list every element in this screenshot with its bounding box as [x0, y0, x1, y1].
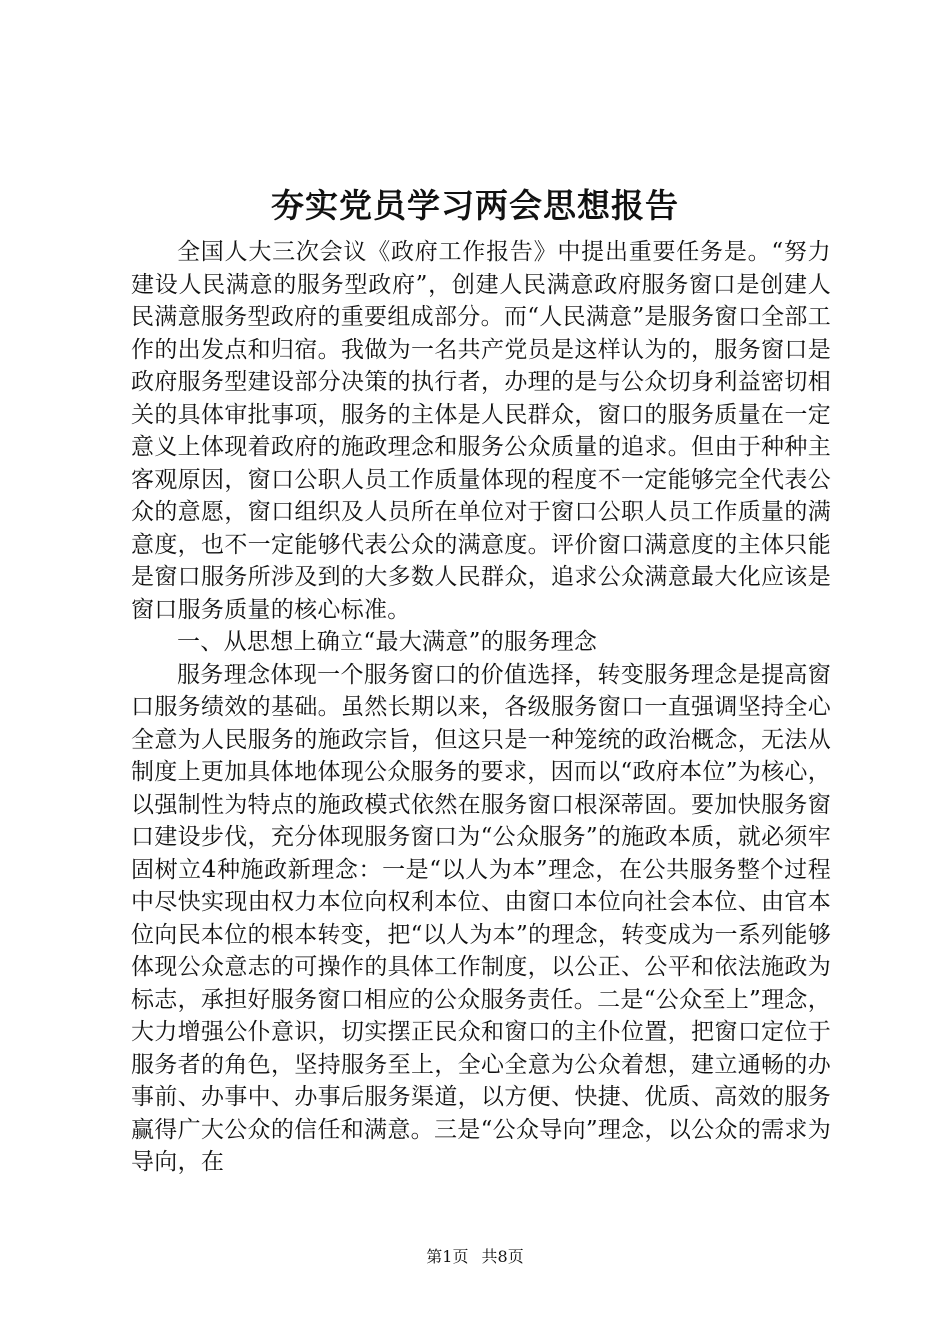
- document-title: 夯实党员学习两会思想报告: [271, 186, 679, 225]
- paragraph-intro: 全国人大三次会议《政府工作报告》中提出重要任务是。“努力建设人民满意的服务型政府”，创建人民满意政府服务窗口是创建人民满意服务型政府的重要组成部分。而“人民满意”是服务窗口全部工作的出发点和归宿。我做为一名共产党员是这样认为的，服务窗口是政府服务型建设部分决策的执行者，办理的是与公众切身利益密切相关的具体审批事项，服务的主体是人民群众，窗口的服务质量在一定意义上体现着政府的施政理念和服务公众质量的追求。但由于种种主客观原因，窗口公职人员工作质量体现的程度不一定能够完全代表公众的意愿，窗口组织及人员所在单位对于窗口公职人员工作质量的满意度，也不一定能够代表公众的满意度。评价窗口满意度的主体只能是窗口服务所涉及到的大多数人民群众，追求公众满意最大化应该是窗口服务质量的核心标准。: [131, 239, 831, 623]
- page-footer: [0, 1247, 950, 1267]
- section-heading-1: 一、从思想上确立“最大满意”的服务理念: [177, 629, 598, 655]
- page-number: 第1页: [426, 1247, 469, 1266]
- document-body: [131, 236, 831, 1179]
- paragraph-service-concept: 服务理念体现一个服务窗口的价值选择，转变服务理念是提高窗口服务绩效的基础。虽然长期以来，各级服务窗口一直强调坚持全心全意为人民服务的施政宗旨，但这只是一种笼统的政治概念，无法从制度上更加具体地体现公众服务的要求，因而以“政府本位”为核心，以强制性为特点的施政模式依然在服务窗口根深蒂固。要加快服务窗口建设步伐，充分体现服务窗口为“公众服务”的施政本质，就必须牢固树立4种施政新理念：一是“以人为本”理念，在公共服务整个过程中尽快实现由权力本位向权利本位、由窗口本位向社会本位、由官本位向民本位的根本转变，把“以人为本”的理念，转变成为一系列能够体现公众意志的可操作的具体工作制度，以公正、公平和依法施政为标志，承担好服务窗口相应的公众服务责任。二是“公众至上”理念，大力增强公仆意识，切实摆正民众和窗口的主仆位置，把窗口定位于服务者的角色，坚持服务至上，全心全意为公众着想，建立通畅的办事前、办事中、办事后服务渠道，以方便、快捷、优质、高效的服务赢得广大公众的信任和满意。三是“公众导向”理念，以公众的需求为导向，在: [131, 661, 831, 1175]
- page-total: 共8页: [481, 1247, 524, 1266]
